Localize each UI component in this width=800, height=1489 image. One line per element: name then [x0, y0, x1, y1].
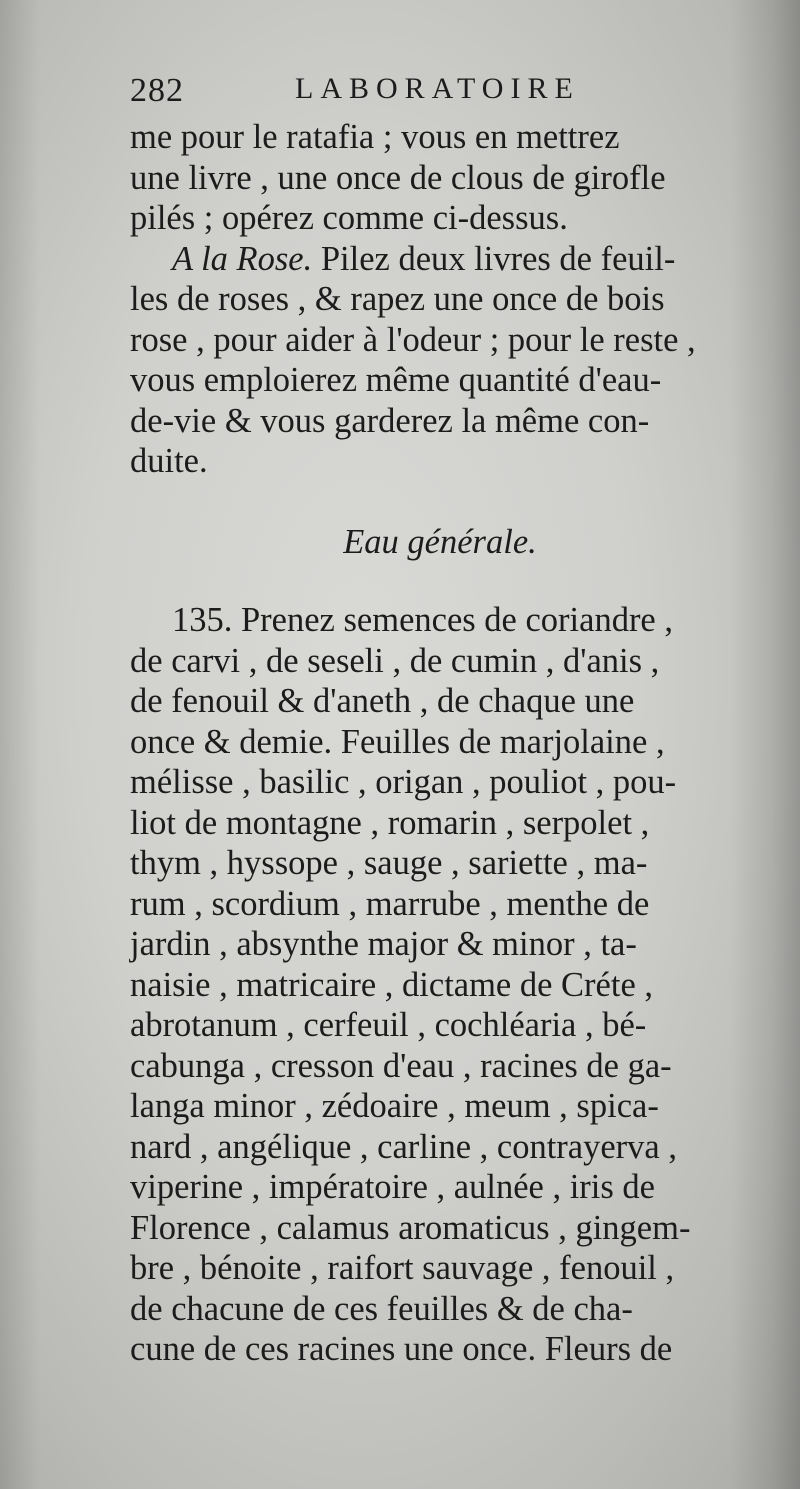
text-line: me pour le ratafia ; vous en mettrez [130, 118, 620, 156]
text-line: bre , bénoite , raifort sauvage , fenouil , [130, 1249, 675, 1287]
text-line: 135. Prenez semences de coriandre , [172, 601, 673, 639]
text-line: cabunga , cresson d'eau , racines de ga- [130, 1046, 672, 1085]
text-line: les de roses , & rapez une once de bois [130, 280, 665, 318]
text-line: naisie , matricaire , dictame de Créte , [130, 965, 654, 1004]
text-line: langa minor , zédoaire , meum , spica- [130, 1087, 659, 1125]
text-line: de-vie & vous garderez la même con- [130, 401, 650, 440]
body-text [130, 117, 790, 1370]
text-line: once & demie. Feuilles de marjolaine , [130, 722, 665, 761]
text-line: cune de ces racines une once. Fleurs de [130, 1330, 673, 1368]
paragraph-3 [130, 600, 790, 1370]
text-line-rest: Pilez deux livres de feuil- [312, 239, 676, 278]
text-line: jardin , absynthe major & minor , ta- [130, 925, 637, 963]
text-line: de chacune de ces feuilles & de cha- [130, 1289, 633, 1328]
text-line: rose , pour aider à l'odeur ; pour le reste , [130, 320, 696, 359]
running-head: LABORATOIRE [295, 72, 580, 105]
text-line: vous emploierez même quantité d'eau- [130, 361, 662, 399]
text-line: duite. [130, 442, 208, 480]
paragraph-2 [130, 239, 790, 482]
text-line: pilés ; opérez comme ci-dessus. [130, 199, 568, 237]
section-heading: Eau générale. [343, 522, 537, 561]
text-line: Florence , calamus aromaticus , gingem- [130, 1208, 691, 1247]
text-line: de fenouil & d'aneth , de chaque une [130, 682, 635, 720]
page-number: 282 [130, 72, 184, 109]
text-line: abrotanum , cerfeuil , cochléaria , bé- [130, 1006, 647, 1044]
page-edge-shadow-left [0, 0, 40, 1489]
page-header [130, 72, 770, 116]
text-line [130, 239, 790, 280]
section-title-rose: A la Rose. [172, 239, 313, 278]
paragraph-1 [130, 117, 790, 239]
text-line: mélisse , basilic , origan , pouliot , pou- [130, 763, 677, 801]
text-line: thym , hyssope , sauge , sariette , ma- [130, 844, 648, 882]
text-line: nard , angélique , carline , contrayerva , [130, 1127, 677, 1166]
text-line: viperine , impératoire , aulnée , iris de [130, 1168, 655, 1206]
text-line: liot de montagne , romarin , serpolet , [130, 803, 650, 842]
text-line: une livre , une once de clous de girofle [130, 158, 666, 197]
text-line: rum , scordium , marrube , menthe de [130, 884, 650, 923]
text-line: de carvi , de seseli , de cumin , d'anis , [130, 641, 660, 680]
